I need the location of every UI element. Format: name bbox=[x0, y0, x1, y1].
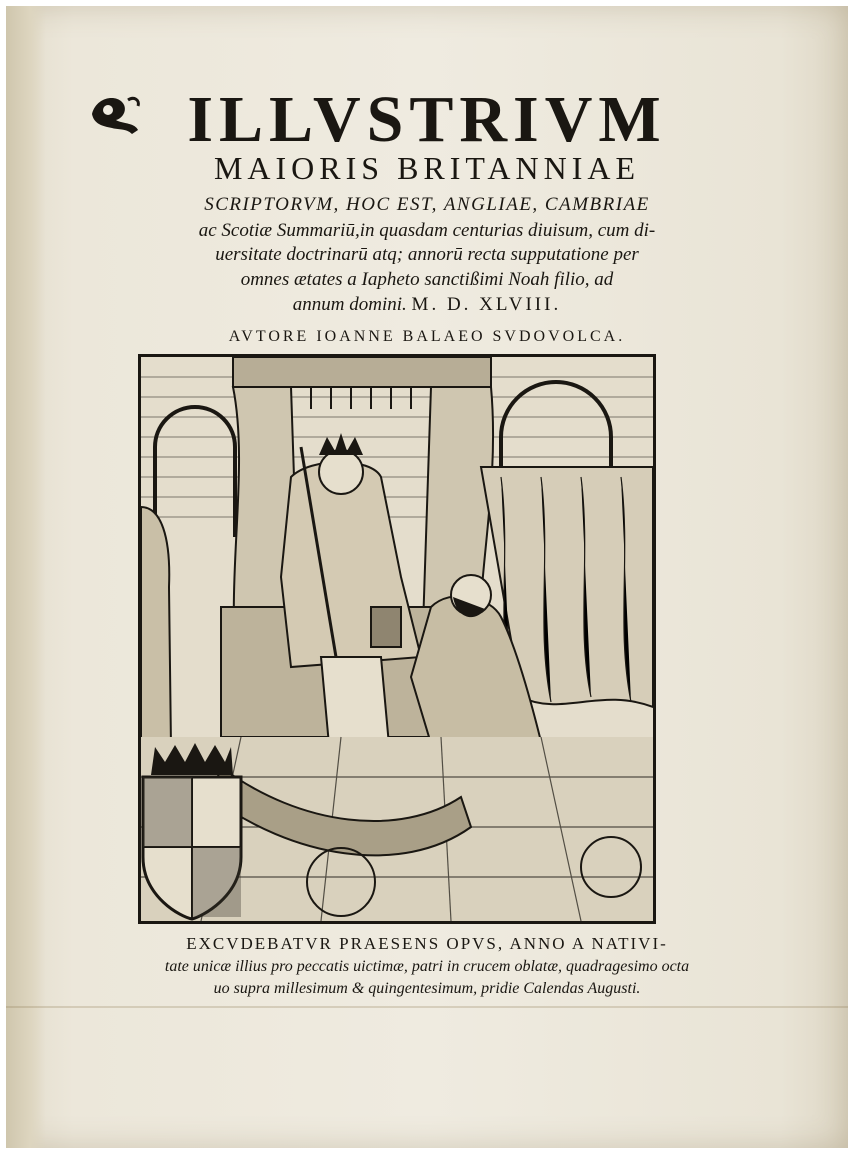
woodcut-illustration bbox=[138, 354, 656, 924]
publication-date: M. D. XLVIII. bbox=[411, 294, 562, 315]
imprint-line-2: tate unicæ illius pro peccatis uictimæ, patri in crucem oblatæ, quadragesimo octa bbox=[164, 958, 690, 975]
date-line bbox=[0, 294, 854, 316]
imprint-line-1: EXCVDEBATVR PRAESENS OPVS, ANNO A NATIVI- bbox=[186, 934, 668, 953]
book-subtitle: MAIORIS BRITANNIAE bbox=[213, 150, 641, 186]
title-line-3: uersitate doctrinarū atq; annorū recta supputatione per bbox=[215, 244, 639, 265]
page-fold bbox=[6, 1006, 848, 1008]
title-line-1: SCRIPTORVM, HOC EST, ANGLIAE, CAMBRIAE bbox=[204, 194, 650, 215]
title-line-4: omnes ætates a Iapheto sanctißimi Noah filio, ad bbox=[240, 269, 614, 290]
title-line-2: ac Scotiæ Summariū,in quasdam centurias diuisum, cum di- bbox=[198, 220, 656, 241]
book-title: ILLVSTRIVM bbox=[187, 83, 667, 156]
imprint-line-3: uo supra millesimum & quingentesimum, pridie Calendas Augusti. bbox=[213, 980, 641, 997]
royal-arms-shield-icon bbox=[143, 743, 241, 919]
date-line-prefix: annum domini. bbox=[292, 294, 407, 315]
author-line: AVTORE IOANNE BALAEO SVDOVOLCA. bbox=[228, 328, 626, 345]
